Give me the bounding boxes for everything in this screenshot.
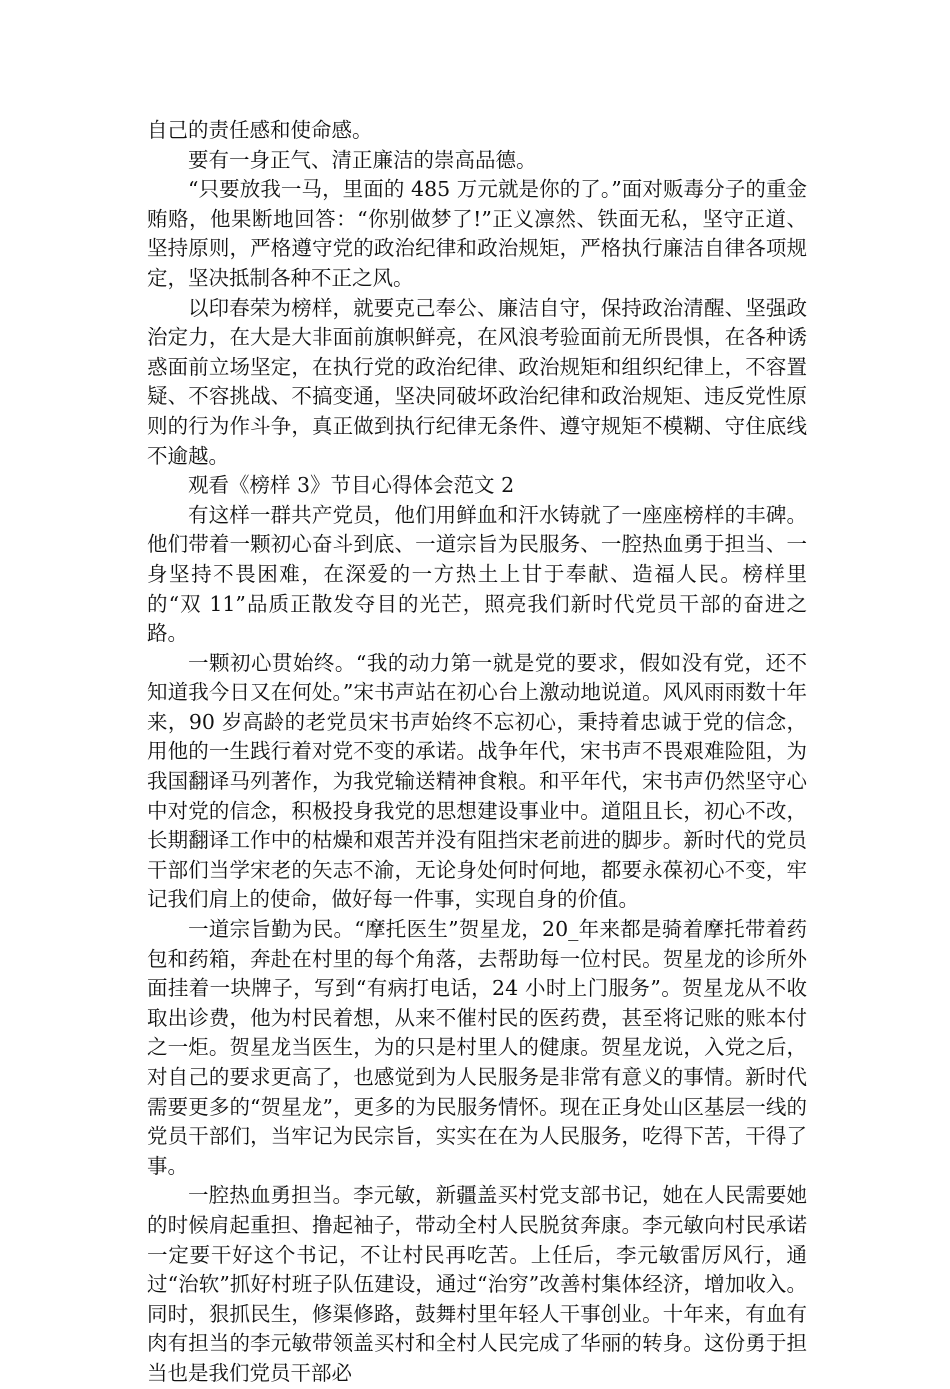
paragraph-original-aspiration: 一颗初心贯始终。“我的动力第一就是党的要求，假如没有党，还不知道我今日又在何处。”宋书声站在初心台上激动地说道。风风雨雨数十年来，90 岁高龄的老党员宋书声始终不忘初心，秉持着忠诚于党的信念，用他的一生践行着对党不变的承诺。战争年代，宋书声不畏艰难险阻，为我国翻译马列著作，为我党输送精神食粮。和平年代，宋书声仍然坚守心中对党的信念，积极投身我党的思想建设事业中。道阻且长，初心不改，长期翻译工作中的枯燥和艰苦并没有阻挡宋老前进的脚步。新时代的党员干部们当学宋老的矢志不渝，无论身处何时何地，都要永葆初心不变，牢记我们肩上的使命，做好每一件事，实现自身的价值。 bbox=[147, 650, 807, 912]
paragraph-responsibility: 一腔热血勇担当。李元敏，新疆盖买村党支部书记，她在人民需要她的时候肩起重担、撸起袖子，带动全村人民脱贫奔康。李元敏向村民承诺一定要干好这个书记，不让村民再吃苦。上任后，李元敏雷厉风行，通过“治软”抓好村班子队伍建设，通过“治穷”改善村集体经济，增加收入。同时，狠抓民生，修渠修路，鼓舞村里年轻人干事创业。十年来，有血有肉有担当的李元敏带领盖买村和全村人民完成了华丽的转身。这份勇于担当也是我们党员干部必 bbox=[147, 1183, 807, 1385]
paragraph-bribe-refusal: “只要放我一马，里面的 485 万元就是你的了。”面对贩毒分子的重金贿赂，他果断地回答：“你别做梦了!”正义凛然、铁面无私，坚守正道、坚持原则，严格遵守党的政治纪律和政治规矩，严格执行廉洁自律各项规定，坚决抵制各种不正之风。 bbox=[147, 177, 807, 290]
paragraph-continuation: 自己的责任感和使命感。 bbox=[147, 118, 373, 142]
paragraph-role-model: 以印春荣为榜样，就要克己奉公、廉洁自守，保持政治清醒、坚强政治定力，在大是大非面前旗帜鲜亮，在风浪考验面前无所畏惧，在各种诱惑面前立场坚定，在执行党的政治纪律、政治规矩和组织纪律上，不容置疑、不容挑战、不搞变通，坚决同破坏政治纪律和政治规矩、违反党性原则的行为作斗争，真正做到执行纪律无条件、遵守规矩不模糊、守住底线不逾越。 bbox=[147, 295, 807, 468]
section-title: 观看《榜样 3》节目心得体会范文 2 bbox=[188, 473, 515, 498]
paragraph-heading-integrity: 要有一身正气、清正廉洁的崇高品德。 bbox=[188, 147, 537, 172]
paragraph-intro: 有这样一群共产党员，他们用鲜血和汗水铸就了一座座榜样的丰碑。他们带着一颗初心奋斗到底、一道宗旨为民服务、一腔热血勇于担当、一身坚持不畏困难，在深爱的一方热土上甘于奉献、造福人民。榜样里的“双 11”品质正散发夺目的光芒，照亮我们新时代党员干部的奋进之路。 bbox=[147, 502, 807, 646]
paragraph-serve-people: 一道宗旨勤为民。“摩托医生”贺星龙，20_年来都是骑着摩托带着药包和药箱，奔赴在村里的每个角落，去帮助每一位村民。贺星龙的诊所外面挂着一块牌子，写到“有病打电话，24 小时上门服务”。贺星龙从不收取出诊费，他为村民着想，从来不催村民的医药费，甚至将记账的账本付之一炬。贺星龙当医生，为的只是村里人的健康。贺星龙说，入党之后，对自己的要求更高了，也感觉到为人民服务是非常有意义的事情。新时代需要更多的“贺星龙”，更多的为民服务情怀。现在正身处山区基层一线的党员干部们，当牢记为民宗旨，实实在在为人民服务，吃得下苦，干得了事。 bbox=[147, 917, 807, 1178]
document-body bbox=[147, 116, 807, 1389]
